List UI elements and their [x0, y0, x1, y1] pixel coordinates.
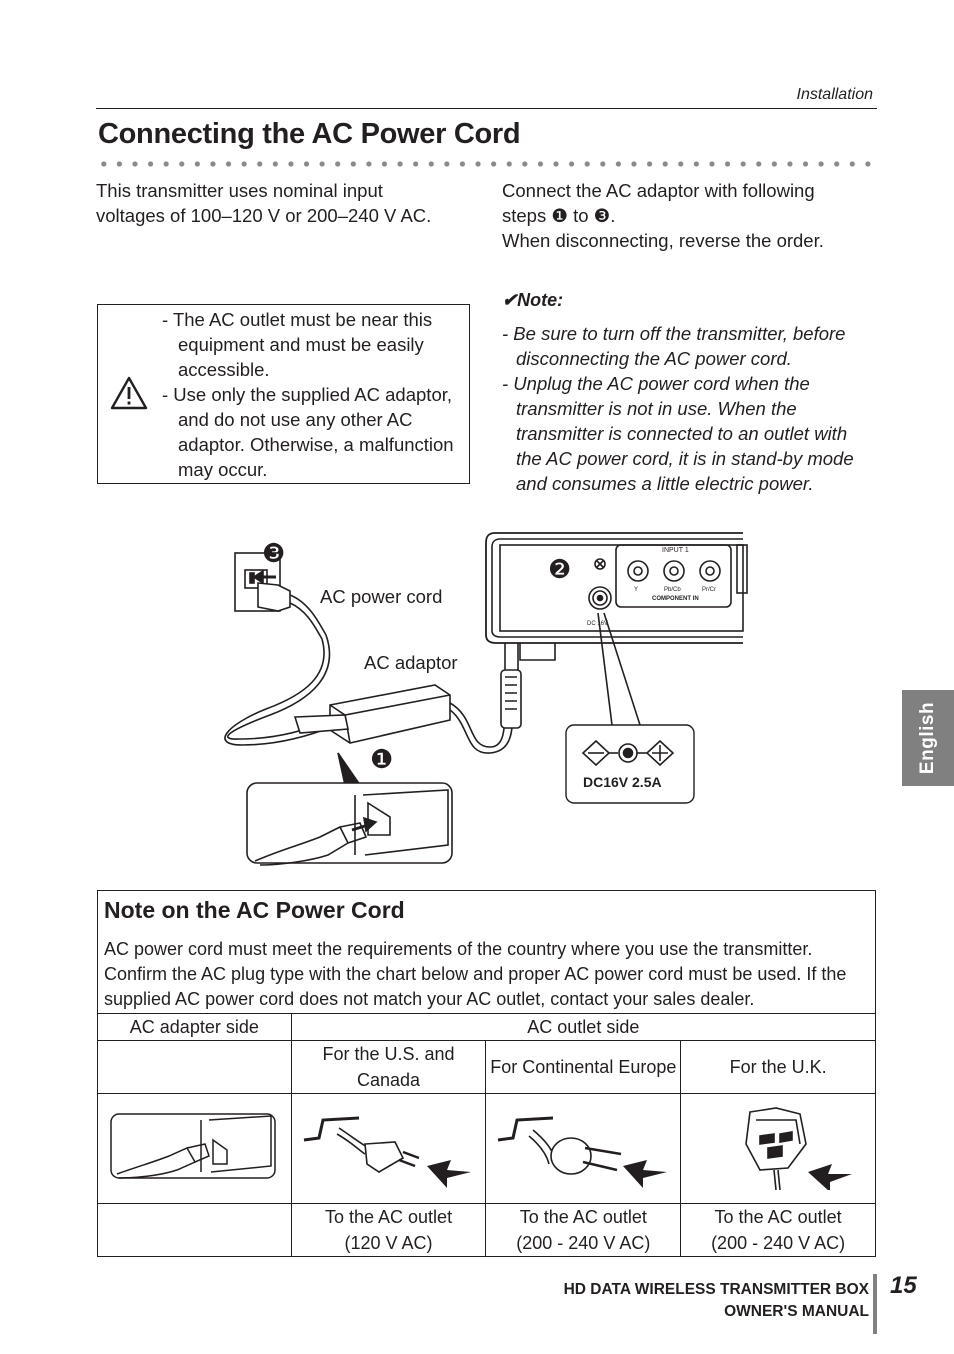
warning-item: - Use only the supplied AC adaptor, and do not use any other AC adaptor. Otherwise, a malfunction may occur. [162, 384, 454, 480]
footer-bar [873, 1274, 877, 1334]
note-item: - Be sure to turn off the transmitter, before disconnecting the AC power cord. [502, 323, 846, 369]
section-label: Installation [796, 86, 873, 103]
transmitter-rear-panel [486, 533, 747, 660]
adapter-plug-icon [109, 1110, 279, 1180]
warning-icon [110, 375, 148, 411]
plug-type-table [97, 1013, 876, 1257]
warning-list [162, 307, 462, 482]
panel-y-label: Y [634, 587, 639, 593]
footer-line-2: OWNER'S MANUAL [724, 1303, 869, 1320]
panel-pb-label: Pb/Cb [664, 587, 681, 593]
col-uk: For the U.K. [681, 1041, 876, 1094]
note-item: - Unplug the AC power cord when the transmitter is not in use. When the transmitter is connected to an outlet with the AC power cord, it is in stand-by mode and consumes a little electric power. [502, 373, 854, 494]
intro-line-2: steps ❶ to ❸. [502, 205, 616, 226]
uk-plug-icon [688, 1100, 868, 1190]
connection-diagram [200, 525, 750, 870]
empty-cell [98, 1041, 292, 1094]
diagram-step-3: ❸ [262, 538, 286, 568]
footer-title [564, 1279, 869, 1323]
panel-dc-label: DC 16V [587, 621, 609, 627]
dc-polarity-callout [566, 725, 694, 803]
uk-plug-cell [681, 1094, 876, 1204]
panel-input-label: INPUT 1 [662, 547, 689, 554]
us-plug-cell [291, 1094, 486, 1204]
col-us-canada: For the U.S. and Canada [291, 1041, 486, 1094]
step-1-callout [247, 753, 452, 865]
footer-line-1: HD DATA WIRELESS TRANSMITTER BOX [563, 1281, 869, 1298]
page-number: 15 [890, 1272, 917, 1299]
page-title: Connecting the AC Power Cord [98, 118, 521, 150]
panel-component-label: COMPONENT IN [652, 596, 699, 602]
dotted-divider [96, 161, 877, 167]
step-1-marker: ❶ [551, 205, 568, 226]
language-tab: English [902, 690, 954, 786]
col-continental-europe: For Continental Europe [486, 1041, 681, 1094]
cord-note-box [97, 890, 876, 1257]
ac-adaptor-illustration [295, 685, 450, 743]
empty-cell [98, 1204, 292, 1257]
intro-steps-text [502, 178, 862, 253]
intro-voltage-text: This transmitter uses nominal input voltages of 100–120 V or 200–240 V AC. [96, 180, 432, 226]
intro-line-3: When disconnecting, reverse the order. [502, 230, 824, 251]
us-plug-icon [299, 1100, 479, 1190]
note-heading: ✔Note: [502, 290, 564, 310]
warning-item: - The AC outlet must be near this equipment and must be easily accessible. [162, 309, 433, 380]
intro-line-1: Connect the AC adaptor with following [502, 180, 815, 201]
eu-plug-icon [493, 1100, 673, 1190]
adaptor-label: AC adaptor [364, 652, 458, 673]
panel-pr-label: Pr/Cr [702, 587, 716, 593]
warning-box [97, 304, 470, 484]
dc-rating-label: DC16V 2.5A [583, 774, 662, 790]
power-cord-label: AC power cord [320, 586, 443, 607]
adapter-plug-cell [98, 1094, 292, 1204]
cord-note-text: AC power cord must meet the requirements of the country where you use the transmitter. Confirm the AC plug type with the chart below and proper AC power cord must be used. If the supplied AC power cord does not match your AC outlet, contact your sales dealer. [104, 939, 847, 1009]
cord-note-title: Note on the AC Power Cord [104, 897, 405, 923]
outlet-uk: To the AC outlet (200 - 240 V AC) [681, 1204, 876, 1257]
header-rule [96, 108, 877, 109]
diagram-step-1: ❶ [370, 744, 394, 774]
eu-plug-cell [486, 1094, 681, 1204]
outlet-us: To the AC outlet (120 V AC) [291, 1204, 486, 1257]
note-list [502, 321, 862, 496]
outlet-eu: To the AC outlet (200 - 240 V AC) [486, 1204, 681, 1257]
adapter-side-header: AC adapter side [98, 1014, 292, 1041]
diagram-step-2: ❷ [548, 554, 572, 584]
step-3-marker: ❸ [593, 205, 611, 226]
outlet-side-header: AC outlet side [291, 1014, 875, 1041]
